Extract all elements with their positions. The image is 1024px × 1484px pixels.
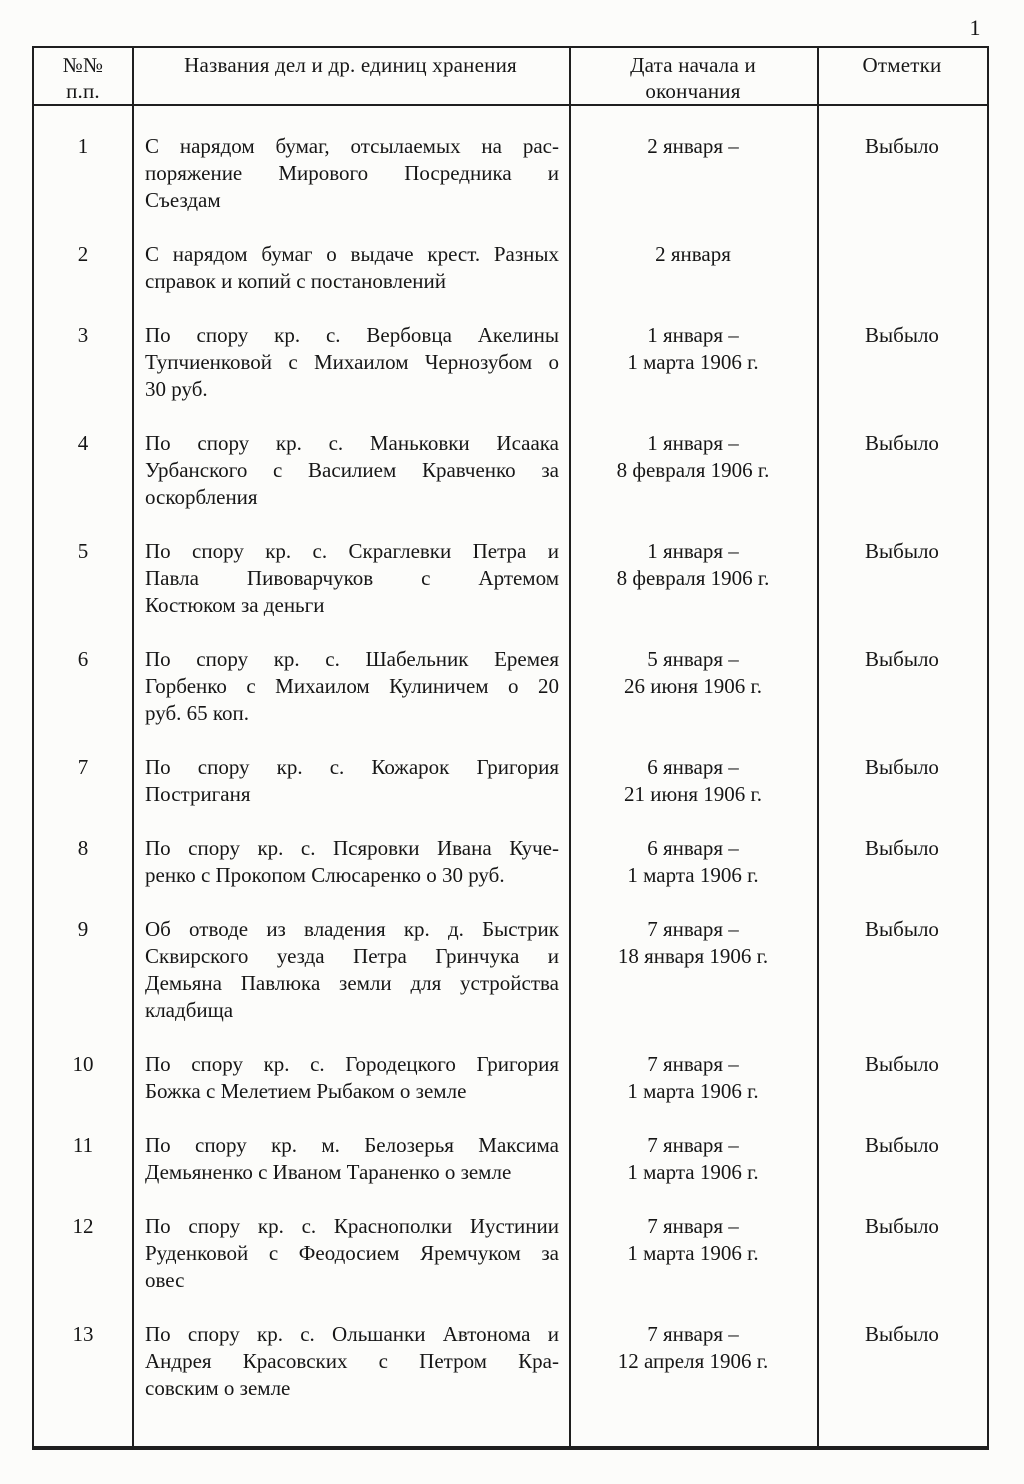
case-dates (569, 106, 817, 214)
case-date-line: 8 февраля 1906 г. (616, 458, 770, 482)
case-title-line: Урбанского с Василием Кравченко за (145, 458, 559, 482)
case-title-line: руб. 65 коп. (145, 701, 250, 725)
case-title-line: Горбенко с Михаилом Кулиничем о 20 (145, 674, 559, 698)
case-title-line: С нарядом бумаг о выдаче крест. Разных (145, 242, 559, 266)
case-title-line: оскорбления (145, 485, 258, 509)
case-title-line: Об отводе из владения кр. д. Быстрик (145, 917, 559, 941)
row-number: 11 (72, 1133, 94, 1157)
case-title-line: Руденковой с Феодосием Яремчуком за (145, 1241, 559, 1265)
case-date-line: 1 марта 1906 г. (627, 1079, 759, 1103)
case-date-line: 6 января – (647, 836, 739, 860)
case-title-line: справок и копий с постановлений (145, 269, 446, 293)
row-number: 8 (77, 836, 89, 860)
case-mark: Выбыло (865, 647, 939, 671)
case-title (132, 808, 569, 889)
case-title-line: По спору кр. с. Шабельник Еремея (145, 647, 559, 671)
row-number: 10 (72, 1052, 94, 1076)
case-title (132, 403, 569, 511)
case-date-line: 1 марта 1906 г. (627, 1241, 759, 1265)
case-title-line: Съездам (145, 188, 221, 212)
header-dates-line1: Дата начала и (630, 53, 756, 77)
case-dates (569, 1105, 817, 1186)
case-dates (569, 1024, 817, 1105)
row-number: 13 (72, 1322, 94, 1346)
case-title-line: По спору кр. с. Ольшанки Автонома и (145, 1322, 559, 1346)
case-dates (569, 1186, 817, 1294)
case-mark: Выбыло (865, 1214, 939, 1238)
row-number: 7 (77, 755, 89, 779)
case-dates (569, 295, 817, 403)
case-mark: Выбыло (865, 1322, 939, 1346)
case-dates (569, 511, 817, 619)
row-number: 5 (77, 539, 89, 563)
case-title-line: По спору кр. с. Городецкого Григория (145, 1052, 559, 1076)
row-number: 2 (77, 242, 89, 266)
case-mark (817, 214, 987, 295)
case-title (132, 214, 569, 295)
case-date-line: 1 марта 1906 г. (627, 350, 759, 374)
case-title (132, 511, 569, 619)
case-title (132, 1294, 569, 1402)
case-date-line: 1 января – (647, 323, 739, 347)
case-dates (569, 214, 817, 295)
case-title-line: По спору кр. с. Маньковки Исаака (145, 431, 559, 455)
header-marks-column (817, 48, 987, 106)
case-title-line: Постриганя (145, 782, 251, 806)
case-date-line: 1 января – (647, 539, 739, 563)
case-date-line: 2 января – (647, 134, 739, 158)
case-date-line: 18 января 1906 г. (617, 944, 769, 968)
header-titles-label: Названия дел и др. единиц хранения (184, 53, 517, 77)
case-title-line: Костюком за деньги (145, 593, 325, 617)
case-title (132, 727, 569, 808)
case-date-line: 5 января – (647, 647, 739, 671)
case-title-line: Демьяна Павлюка земли для устройства (145, 971, 559, 995)
case-date-line: 1 марта 1906 г. (627, 1160, 759, 1184)
case-title-line: С нарядом бумаг, отсылаемых на рас- (145, 134, 559, 158)
case-title-line: Андрея Красовских с Петром Кра- (145, 1349, 559, 1373)
case-date-line: 1 января – (647, 431, 739, 455)
case-title (132, 1186, 569, 1294)
case-mark: Выбыло (865, 1133, 939, 1157)
case-title-line: По спору кр. с. Вербовца Акелины (145, 323, 559, 347)
case-dates (569, 403, 817, 511)
case-mark: Выбыло (865, 917, 939, 941)
case-title-line: кладбища (145, 998, 234, 1022)
case-title-line: Сквирского уезда Петра Гринчука и (145, 944, 559, 968)
case-title (132, 295, 569, 403)
case-date-line: 7 января – (647, 1322, 739, 1346)
page-number: 1 (969, 15, 981, 40)
case-mark: Выбыло (865, 836, 939, 860)
archive-inventory-table (32, 46, 989, 1450)
case-title (132, 1024, 569, 1105)
row-number: 4 (77, 431, 89, 455)
case-date-line: 12 апреля 1906 г. (617, 1349, 769, 1373)
case-title-line: Божка с Мелетием Рыбаком о земле (145, 1079, 467, 1103)
case-title-line: Павла Пивоварчуков с Артемом (145, 566, 559, 590)
row-number: 1 (77, 134, 89, 158)
case-dates (569, 808, 817, 889)
case-title-line: Тупчиенковой с Михаилом Чернозубом о (145, 350, 559, 374)
case-date-line: 1 марта 1906 г. (627, 863, 759, 887)
row-number: 12 (72, 1214, 94, 1238)
header-marks-label: Отметки (862, 53, 942, 77)
header-number-line1: №№ (62, 53, 104, 77)
case-mark: Выбыло (865, 134, 939, 158)
case-date-line: 6 января – (647, 755, 739, 779)
case-title-line: 30 руб. (145, 377, 208, 401)
table-grid (34, 48, 987, 1446)
case-date-line: 26 июня 1906 г. (623, 674, 763, 698)
case-title (132, 1105, 569, 1186)
header-number-column (34, 48, 132, 106)
row-number: 3 (77, 323, 89, 347)
case-title-line: совским о земле (145, 1376, 291, 1400)
case-title-line: По спору кр. с. Скраглевки Петра и (145, 539, 559, 563)
case-title-line: поряжение Мирового Посредника и (145, 161, 559, 185)
row-number: 6 (77, 647, 89, 671)
case-date-line: 8 февраля 1906 г. (616, 566, 770, 590)
header-number-line2: п.п. (66, 79, 100, 103)
case-mark: Выбыло (865, 539, 939, 563)
case-dates (569, 619, 817, 727)
case-date-line: 7 января – (647, 1214, 739, 1238)
case-dates (569, 1294, 817, 1402)
case-date-line: 21 июня 1906 г. (623, 782, 763, 806)
case-date-line: 7 января – (647, 1133, 739, 1157)
header-dates-column (569, 48, 817, 106)
case-mark: Выбыло (865, 431, 939, 455)
case-title-line: овес (145, 1268, 185, 1292)
case-title-line: По спору кр. с. Кожарок Григория (145, 755, 559, 779)
case-dates (569, 889, 817, 1024)
case-dates (569, 727, 817, 808)
case-title-line: ренко с Прокопом Слюсаренко о 30 руб. (145, 863, 505, 887)
case-date-line: 7 января – (647, 1052, 739, 1076)
row-number: 9 (77, 917, 89, 941)
case-title-line: По спору кр. м. Белозерья Максима (145, 1133, 559, 1157)
case-mark: Выбыло (865, 755, 939, 779)
case-title-line: Демьяненко с Иваном Тараненко о земле (145, 1160, 512, 1184)
case-title (132, 619, 569, 727)
case-date-line: 7 января – (647, 917, 739, 941)
case-title (132, 889, 569, 1024)
header-titles-column (132, 48, 569, 106)
header-dates-line2: окончания (645, 79, 741, 103)
case-mark: Выбыло (865, 1052, 939, 1076)
case-title-line: По спору кр. с. Краснополки Иустинии (145, 1214, 559, 1238)
case-date-line: 2 января (655, 242, 731, 266)
case-title (132, 106, 569, 214)
case-title-line: По спору кр. с. Псяровки Ивана Куче- (145, 836, 559, 860)
case-mark: Выбыло (865, 323, 939, 347)
